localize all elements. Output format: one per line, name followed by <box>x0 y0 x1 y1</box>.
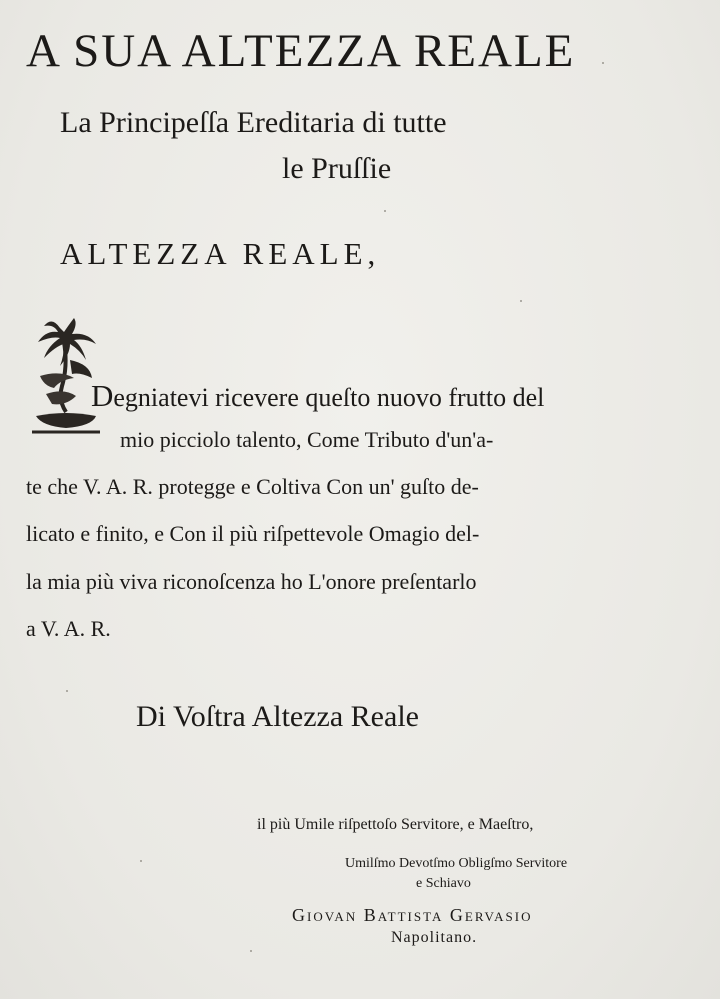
body-line-4: licato e finito, e Con il più riſpettevole Omagio del- <box>26 521 480 546</box>
subtitle-line-2: le Pruſſie <box>282 152 392 185</box>
paper-speck <box>602 62 604 64</box>
paper-speck <box>66 690 68 692</box>
signature-name: Giovan Battista Gervasio <box>292 905 533 925</box>
drop-cap: D <box>91 378 114 413</box>
salutation: ALTEZZA REALE, <box>60 236 381 271</box>
body-line-3: te che V. A. R. protegge e Coltiva Con un' guſto de- <box>26 474 479 499</box>
body-line-5: la mia più viva riconoſcenza ho L'onore preſentarlo <box>26 569 477 594</box>
paper-speck <box>140 860 142 862</box>
signature-line-2: Umilſmo Devotſmo Obligſmo Servitore <box>345 856 568 871</box>
signature-line-1: il più Umile riſpettoſo Servitore, e Maeſtro, <box>257 816 534 833</box>
subtitle-line-1: La Principeſſa Ereditaria di tutte <box>60 106 447 139</box>
body-line-6: a V. A. R. <box>26 616 111 641</box>
paper-speck <box>384 210 386 212</box>
body-line-1-text: egniatevi ricevere queſto nuovo frutto del <box>113 383 545 412</box>
body-line-2: mio picciolo talento, Come Tributo d'un'a- <box>120 427 494 452</box>
signature-origin: Napolitano. <box>391 929 478 946</box>
page-title: A SUA ALTEZZA REALE <box>26 25 576 77</box>
body-line-1 <box>91 378 544 414</box>
closing-line: Di Voſtra Altezza Reale <box>136 700 419 733</box>
paper-speck <box>520 300 522 302</box>
signature-line-3: e Schiavo <box>416 876 471 891</box>
paper-speck <box>250 950 252 952</box>
